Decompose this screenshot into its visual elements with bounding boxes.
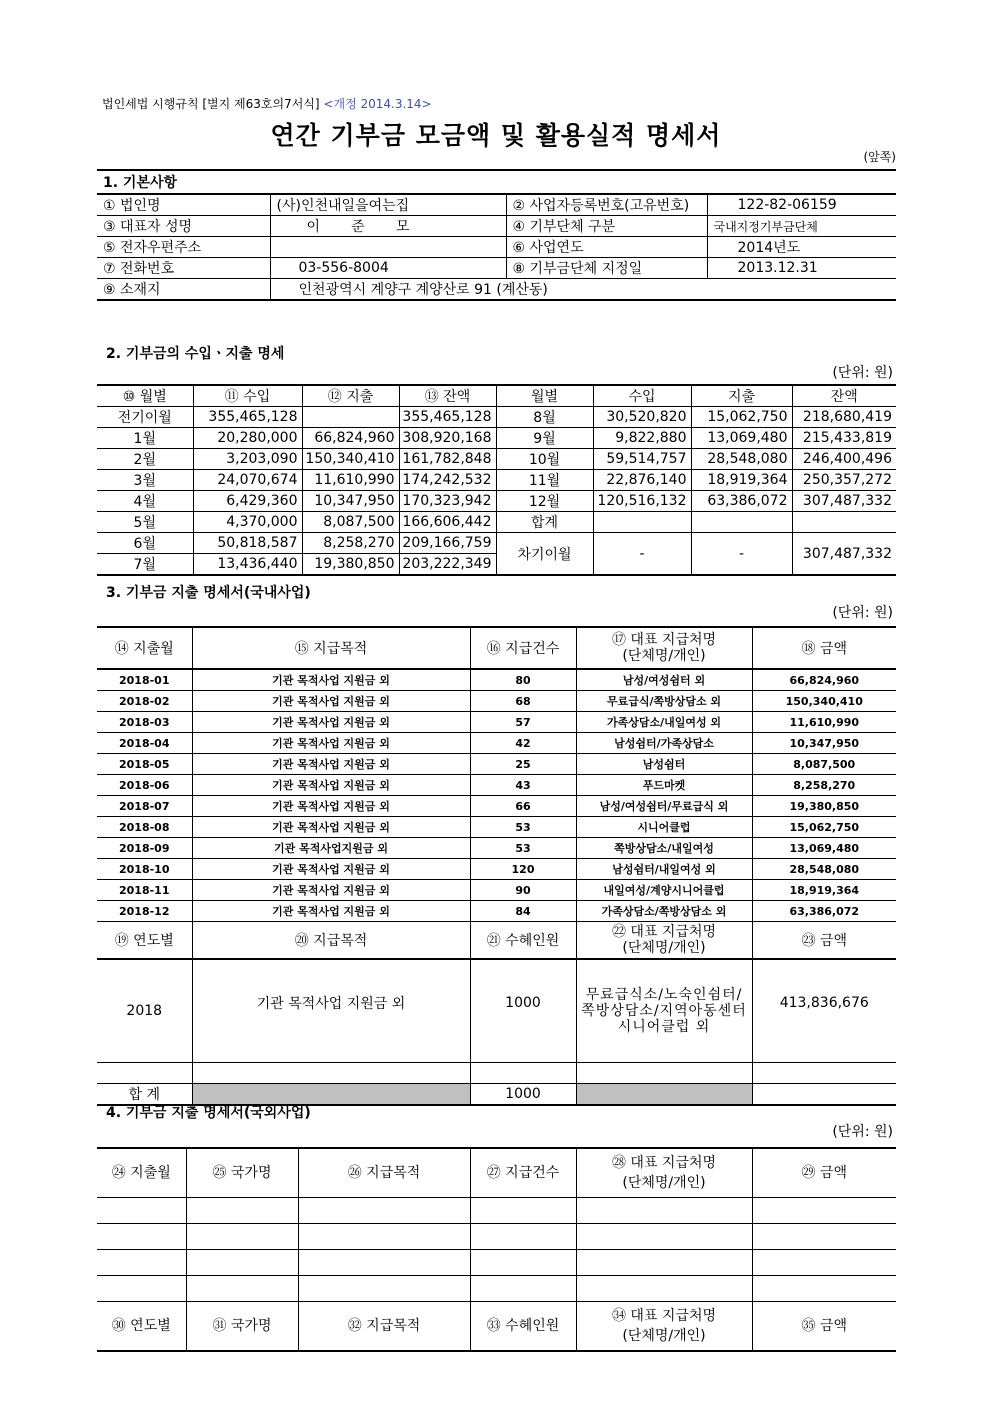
overseas-yearly-header — [97, 1302, 896, 1352]
expense-cell: 18,919,364 — [691, 470, 792, 491]
expense-cell: 66,824,960 — [302, 428, 399, 449]
purpose-cell: 기관 목적사업 지원금 외 — [192, 754, 470, 775]
empty-cell — [470, 1198, 576, 1224]
table-row — [97, 1063, 896, 1084]
balance-cell: 215,433,819 — [792, 428, 896, 449]
empty-cell — [752, 1250, 896, 1276]
month-cell: 2018-03 — [97, 712, 192, 733]
purpose-cell: 기관 목적사업 지원금 외 — [192, 712, 470, 733]
carry-forward-balance: 307,487,332 — [792, 533, 896, 576]
info-row — [97, 194, 896, 216]
col-purpose-yearly: ㉜ 지급목적 — [298, 1302, 470, 1352]
month-cell: 2018-01 — [97, 669, 192, 691]
form-ref-text: 법인세법 시행규칙 [별지 제63호의7서식] — [102, 97, 320, 111]
balance-cell: 174,242,532 — [399, 470, 496, 491]
total-people: 1000 — [470, 1084, 576, 1106]
rep-name-label: ③ 대표자 성명 — [97, 216, 270, 237]
month-cell: 4월 — [97, 491, 193, 512]
month-cell: 2018-08 — [97, 817, 192, 838]
income-cell — [593, 512, 691, 533]
expense-cell: 15,062,750 — [691, 407, 792, 428]
info-row — [97, 279, 896, 301]
table-row — [97, 880, 896, 901]
empty-cell — [470, 1250, 576, 1276]
section3-unit: (단위: 원) — [832, 605, 893, 621]
empty-cell — [186, 1224, 298, 1250]
table-row — [97, 754, 896, 775]
yearly-recipient-cell — [576, 959, 752, 1063]
recipient-cell: 쪽방상담소/내일여성 — [576, 838, 752, 859]
balance-cell: 250,357,272 — [792, 470, 896, 491]
col-expense-month: ㉔ 지출월 — [97, 1148, 186, 1198]
col-recipient: ⑰ 대표 지급처명 (단체명/개인) — [576, 627, 752, 669]
address-label: ⑨ 소재지 — [97, 279, 270, 301]
empty-cell — [576, 1250, 752, 1276]
empty-cell — [186, 1198, 298, 1224]
section3-title: 3. 기부금 지출 명세서(국내사업) — [106, 585, 311, 601]
table-row — [97, 733, 896, 754]
org-type-value: 국내지정기부금단체 — [707, 216, 896, 237]
biz-number-value: 122-82-06159 — [707, 194, 896, 216]
purpose-cell: 기관 목적사업 지원금 외 — [192, 669, 470, 691]
recipient-cell: 남성/여성쉼터/무료급식 외 — [576, 796, 752, 817]
amount-cell: 28,548,080 — [752, 859, 896, 880]
amount-cell: 8,258,270 — [752, 775, 896, 796]
balance-cell: 203,222,349 — [399, 554, 496, 576]
corp-name-value: (사)인천내일을여는집 — [270, 194, 506, 216]
balance-cell: 307,487,332 — [792, 491, 896, 512]
table-row — [97, 1198, 896, 1224]
table-row — [97, 775, 896, 796]
info-row — [97, 216, 896, 237]
overseas-header — [97, 1148, 896, 1198]
expense-cell: 8,087,500 — [302, 512, 399, 533]
carry-forward-expense: - — [691, 533, 792, 576]
month-cell: 2018-07 — [97, 796, 192, 817]
month-cell: 1월 — [97, 428, 193, 449]
empty-cell — [298, 1198, 470, 1224]
empty-cell — [470, 1276, 576, 1302]
table-row — [97, 859, 896, 880]
empty-cell — [97, 1250, 186, 1276]
month-cell: 2018-10 — [97, 859, 192, 880]
recipient-line: 시니어클럽 외 — [617, 1019, 711, 1035]
empty-cell — [752, 1063, 896, 1084]
balance-cell: 308,920,168 — [399, 428, 496, 449]
purpose-cell: 기관 목적사업 지원금 외 — [192, 880, 470, 901]
fiscal-year-value: 2014년도 — [707, 237, 896, 258]
expense-cell: 8,258,270 — [302, 533, 399, 554]
amount-cell: 10,347,950 — [752, 733, 896, 754]
designation-date-label: ⑧ 기부금단체 지정일 — [506, 258, 707, 279]
domestic-header — [97, 627, 896, 669]
month-cell: 2018-04 — [97, 733, 192, 754]
expense-cell: 11,610,990 — [302, 470, 399, 491]
amount-cell: 18,919,364 — [752, 880, 896, 901]
count-cell: 120 — [470, 859, 576, 880]
col-month-2: 월별 — [496, 385, 593, 407]
balance-cell: 355,465,128 — [399, 407, 496, 428]
month-cell: 8월 — [496, 407, 593, 428]
purpose-cell: 기관 목적사업 지원금 외 — [192, 796, 470, 817]
table-row — [97, 533, 896, 554]
table-row — [97, 691, 896, 712]
income-cell: 355,465,128 — [193, 407, 302, 428]
info-row — [97, 237, 896, 258]
phone-value: 03-556-8004 — [270, 258, 506, 279]
table-row — [97, 512, 896, 533]
expense-cell: 63,386,072 — [691, 491, 792, 512]
col-amount: ㉙ 금액 — [752, 1148, 896, 1198]
purpose-cell: 기관 목적사업 지원금 외 — [192, 691, 470, 712]
empty-cell — [576, 1224, 752, 1250]
yearly-header — [97, 922, 896, 960]
designation-date-value: 2013.12.31 — [707, 258, 896, 279]
col-purpose-yearly: ⑳ 지급목적 — [192, 922, 470, 960]
income-cell: 3,203,090 — [193, 449, 302, 470]
col-balance-2: 잔액 — [792, 385, 896, 407]
expense-cell — [691, 512, 792, 533]
month-cell: 5월 — [97, 512, 193, 533]
empty-cell — [97, 1063, 192, 1084]
empty-cell — [186, 1250, 298, 1276]
col-amount-yearly: ㉟ 금액 — [752, 1302, 896, 1352]
balance-cell — [792, 512, 896, 533]
count-cell: 42 — [470, 733, 576, 754]
expense-cell: 13,069,480 — [691, 428, 792, 449]
recipient-cell: 무료급식/쪽방상담소 외 — [576, 691, 752, 712]
rep-name-value: 이 준 모 — [270, 216, 506, 237]
table-row — [97, 1276, 896, 1302]
amount-cell: 63,386,072 — [752, 901, 896, 922]
amount-cell: 19,380,850 — [752, 796, 896, 817]
address-value: 인천광역시 계양구 계양산로 91 (계산동) — [298, 282, 548, 298]
count-cell: 57 — [470, 712, 576, 733]
count-cell: 90 — [470, 880, 576, 901]
empty-cell — [186, 1276, 298, 1302]
email-label: ⑤ 전자우편주소 — [97, 237, 270, 258]
col-expense: ⑫ 지출 — [302, 385, 399, 407]
recipient-line: 무료급식소/노숙인쉼터/ — [585, 987, 743, 1003]
recipient-cell: 푸드마켓 — [576, 775, 752, 796]
col-purpose: ㉖ 지급목적 — [298, 1148, 470, 1198]
carry-forward-label: 차기이월 — [496, 533, 593, 576]
income-cell: 120,516,132 — [593, 491, 691, 512]
month-cell: 2018-11 — [97, 880, 192, 901]
recipient-cell: 가족상담소/내일여성 외 — [576, 712, 752, 733]
year-cell: 2018 — [97, 959, 192, 1063]
table-row — [97, 1250, 896, 1276]
table-row — [97, 796, 896, 817]
col-count: ⑯ 지급건수 — [470, 627, 576, 669]
recipient-cell: 남성쉼터 — [576, 754, 752, 775]
count-cell: 53 — [470, 817, 576, 838]
expense-cell: 19,380,850 — [302, 554, 399, 576]
empty-cell — [97, 1276, 186, 1302]
month-cell: 2018-02 — [97, 691, 192, 712]
month-cell: 2018-06 — [97, 775, 192, 796]
section2-title: 2. 기부금의 수입ㆍ지출 명세 — [106, 346, 285, 362]
count-cell: 66 — [470, 796, 576, 817]
fiscal-year-label: ⑥ 사업연도 — [506, 237, 707, 258]
balance-cell: 209,166,759 — [399, 533, 496, 554]
email-value — [270, 237, 506, 258]
yearly-people-cell: 1000 — [470, 959, 576, 1063]
empty-cell — [576, 1063, 752, 1084]
yearly-row — [97, 959, 896, 1063]
total-label: 합계 — [496, 512, 593, 533]
total-recipient-shaded — [576, 1084, 752, 1106]
purpose-cell: 기관 목적사업 지원금 외 — [192, 817, 470, 838]
income-cell: 30,520,820 — [593, 407, 691, 428]
table-row — [97, 407, 896, 428]
corp-name-label: ① 법인명 — [97, 194, 270, 216]
empty-cell — [752, 1276, 896, 1302]
month-cell: 11월 — [496, 470, 593, 491]
col-recipient: ㉘ 대표 지급처명 (단체명/개인) — [576, 1148, 752, 1198]
amount-cell: 66,824,960 — [752, 669, 896, 691]
info-row — [97, 258, 896, 279]
table-row — [97, 428, 896, 449]
amount-cell: 11,610,990 — [752, 712, 896, 733]
col-beneficiaries: ㉝ 수혜인원 — [470, 1302, 576, 1352]
total-label: 합 계 — [97, 1084, 192, 1106]
section1-title: 1. 기본사항 — [97, 170, 896, 194]
section4-title: 4. 기부금 지출 명세서(국외사업) — [106, 1105, 311, 1121]
month-cell: 2018-05 — [97, 754, 192, 775]
empty-cell — [752, 1224, 896, 1250]
month-cell: 2018-12 — [97, 901, 192, 922]
empty-cell — [97, 1198, 186, 1224]
section2-unit: (단위: 원) — [832, 365, 893, 381]
income-expense-header — [97, 385, 896, 407]
phone-label: ⑦ 전화번호 — [97, 258, 270, 279]
amount-cell: 13,069,480 — [752, 838, 896, 859]
empty-cell — [298, 1250, 470, 1276]
yearly-purpose-cell: 기관 목적사업 지원금 외 — [192, 959, 470, 1063]
month-cell: 6월 — [97, 533, 193, 554]
month-cell: 9월 — [496, 428, 593, 449]
count-cell: 25 — [470, 754, 576, 775]
month-cell: 3월 — [97, 470, 193, 491]
biz-number-label: ② 사업자등록번호(고유번호) — [506, 194, 707, 216]
col-expense-month: ⑭ 지출월 — [97, 627, 192, 669]
col-balance: ⑬ 잔액 — [399, 385, 496, 407]
empty-cell — [298, 1276, 470, 1302]
purpose-cell: 기관 목적사업 지원금 외 — [192, 733, 470, 754]
recipient-line: 쪽방상담소/지역아동센터 — [581, 1003, 747, 1019]
empty-cell — [298, 1224, 470, 1250]
carry-forward-income: - — [593, 533, 691, 576]
col-recipient-yearly: ㉒ 대표 지급처명 (단체명/개인) — [576, 922, 752, 960]
page-side: (앞쪽) — [863, 150, 896, 164]
income-cell: 9,822,880 — [593, 428, 691, 449]
empty-cell — [192, 1063, 470, 1084]
month-cell: 12월 — [496, 491, 593, 512]
revision-note: <개정 2014.3.14> — [323, 97, 432, 111]
empty-cell — [97, 1224, 186, 1250]
col-income: ⑪ 수입 — [193, 385, 302, 407]
income-cell: 6,429,360 — [193, 491, 302, 512]
overseas-expense-table — [97, 1147, 896, 1352]
amount-cell: 150,340,410 — [752, 691, 896, 712]
basic-info-table — [97, 169, 896, 301]
count-cell: 80 — [470, 669, 576, 691]
empty-cell — [576, 1276, 752, 1302]
month-cell: 전기이월 — [97, 407, 193, 428]
table-row — [97, 470, 896, 491]
expense-cell: 10,347,950 — [302, 491, 399, 512]
purpose-cell: 기관 목적사업 지원금 외 — [192, 859, 470, 880]
income-cell: 20,280,000 — [193, 428, 302, 449]
col-year: ㉚ 연도별 — [97, 1302, 186, 1352]
col-amount-yearly: ㉓ 금액 — [752, 922, 896, 960]
amount-cell: 8,087,500 — [752, 754, 896, 775]
col-count: ㉗ 지급건수 — [470, 1148, 576, 1198]
table-row — [97, 712, 896, 733]
count-cell: 43 — [470, 775, 576, 796]
empty-cell — [752, 1198, 896, 1224]
income-cell: 13,436,440 — [193, 554, 302, 576]
recipient-cell: 남성/여성쉼터 외 — [576, 669, 752, 691]
section4-unit: (단위: 원) — [832, 1124, 893, 1140]
col-country: ㉕ 국가명 — [186, 1148, 298, 1198]
empty-cell — [470, 1063, 576, 1084]
col-purpose: ⑮ 지급목적 — [192, 627, 470, 669]
count-cell: 53 — [470, 838, 576, 859]
income-cell: 24,070,674 — [193, 470, 302, 491]
purpose-cell: 기관 목적사업지원금 외 — [192, 838, 470, 859]
income-expense-table — [97, 384, 896, 576]
expense-cell: 28,548,080 — [691, 449, 792, 470]
col-beneficiaries: ㉑ 수혜인원 — [470, 922, 576, 960]
balance-cell: 218,680,419 — [792, 407, 896, 428]
purpose-cell: 기관 목적사업 지원금 외 — [192, 901, 470, 922]
month-cell: 2월 — [97, 449, 193, 470]
table-row — [97, 449, 896, 470]
table-row — [97, 901, 896, 922]
expense-cell — [302, 407, 399, 428]
table-row — [97, 1224, 896, 1250]
income-cell: 22,876,140 — [593, 470, 691, 491]
page-title: 연간 기부금 모금액 및 활용실적 명세서 — [270, 121, 722, 150]
count-cell: 68 — [470, 691, 576, 712]
form-reference — [102, 95, 432, 112]
balance-cell: 161,782,848 — [399, 449, 496, 470]
col-month: ⑩ 월별 — [97, 385, 193, 407]
col-year: ⑲ 연도별 — [97, 922, 192, 960]
yearly-amount-cell: 413,836,676 — [752, 959, 896, 1063]
recipient-cell: 남성쉼터/가족상담소 — [576, 733, 752, 754]
balance-cell: 166,606,442 — [399, 512, 496, 533]
month-cell: 7월 — [97, 554, 193, 576]
total-amount — [752, 1084, 896, 1106]
col-country-yearly: ㉛ 국가명 — [186, 1302, 298, 1352]
col-expense-2: 지출 — [691, 385, 792, 407]
col-recipient-yearly: ㉞ 대표 지급처명 (단체명/개인) — [576, 1302, 752, 1352]
income-cell: 50,818,587 — [193, 533, 302, 554]
col-amount: ⑱ 금액 — [752, 627, 896, 669]
month-cell: 10월 — [496, 449, 593, 470]
income-cell: 4,370,000 — [193, 512, 302, 533]
empty-cell — [470, 1224, 576, 1250]
purpose-cell: 기관 목적사업 지원금 외 — [192, 775, 470, 796]
recipient-cell: 남성쉼터/내일여성 외 — [576, 859, 752, 880]
income-cell: 59,514,757 — [593, 449, 691, 470]
balance-cell: 170,323,942 — [399, 491, 496, 512]
expense-cell: 150,340,410 — [302, 449, 399, 470]
count-cell: 84 — [470, 901, 576, 922]
month-cell: 2018-09 — [97, 838, 192, 859]
table-row — [97, 491, 896, 512]
empty-cell — [576, 1198, 752, 1224]
table-row — [97, 838, 896, 859]
table-row — [97, 669, 896, 691]
org-type-label: ④ 기부단체 구분 — [506, 216, 707, 237]
domestic-expense-table — [97, 626, 896, 1106]
amount-cell: 15,062,750 — [752, 817, 896, 838]
recipient-cell: 내일여성/계양시니어클럽 — [576, 880, 752, 901]
table-row — [97, 817, 896, 838]
balance-cell: 246,400,496 — [792, 449, 896, 470]
col-income-2: 수입 — [593, 385, 691, 407]
recipient-cell: 시니어클럽 — [576, 817, 752, 838]
recipient-cell: 가족상담소/쪽방상담소 외 — [576, 901, 752, 922]
